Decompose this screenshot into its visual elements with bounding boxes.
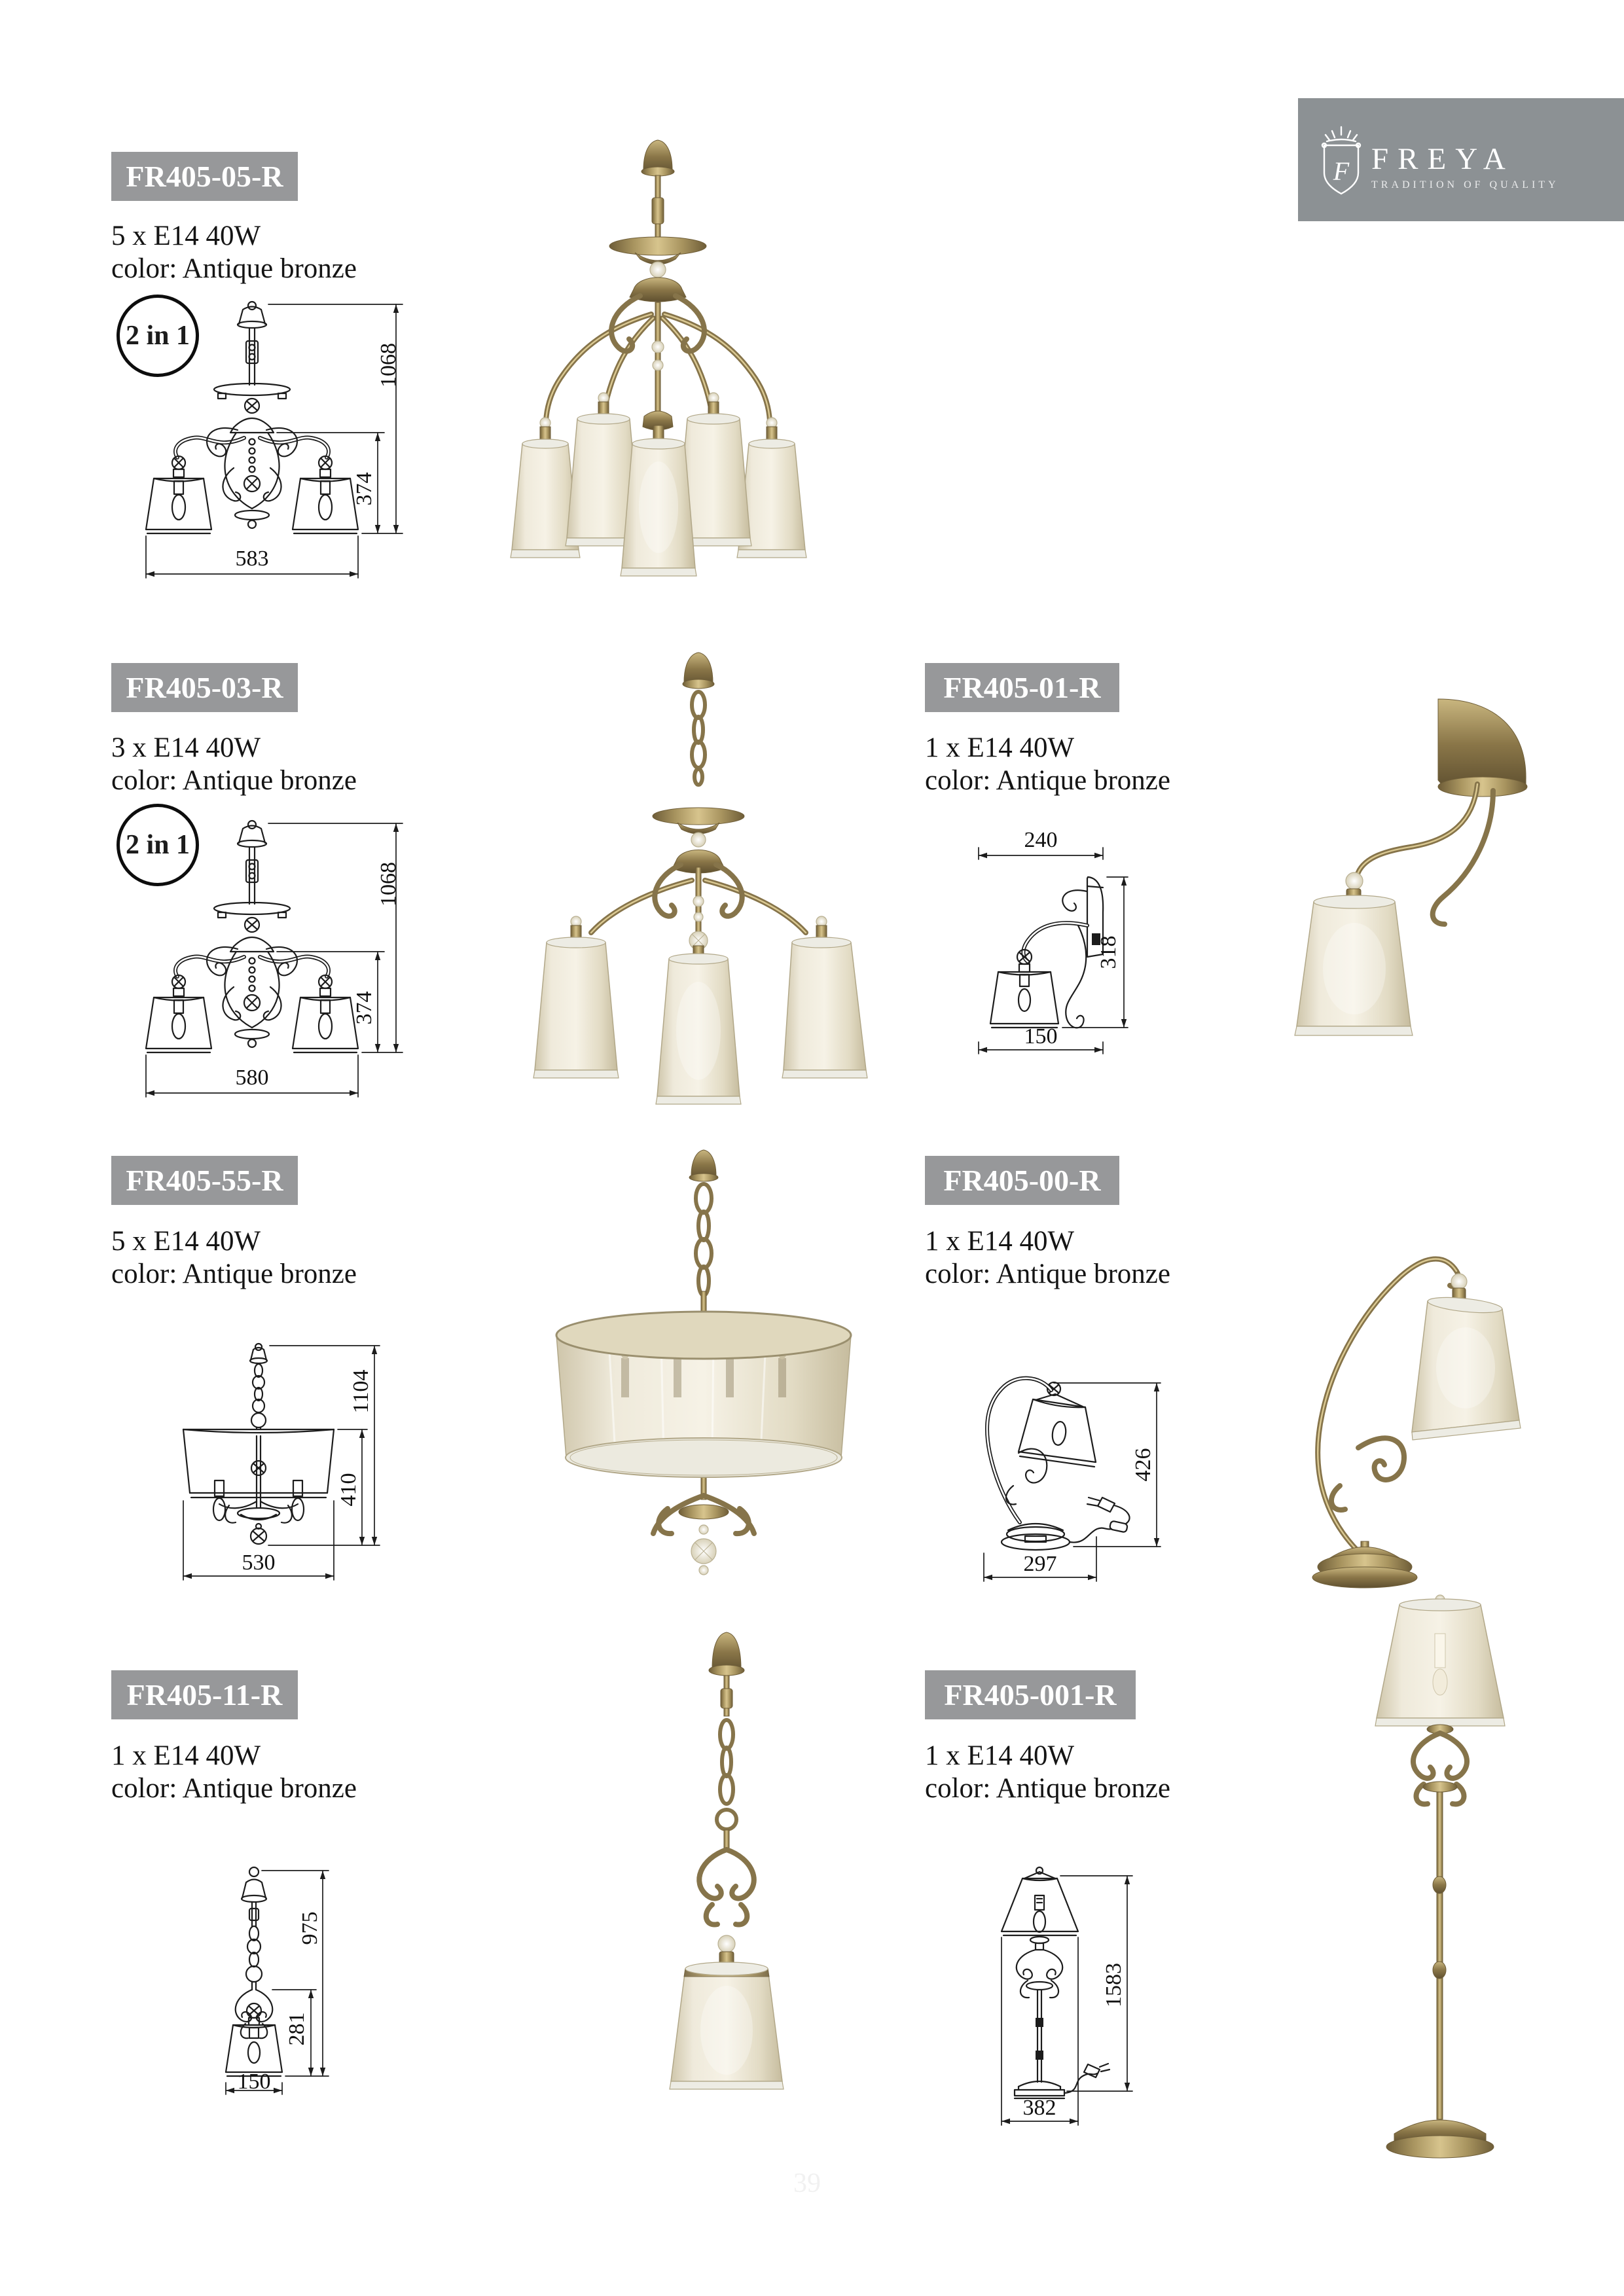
product-code-badge: FR405-03-R <box>111 663 298 712</box>
product-code-badge: FR405-11-R <box>111 1670 298 1719</box>
freya-monogram: F <box>1333 156 1350 186</box>
lamp-spec: 1 x E14 40W <box>925 1740 1075 1771</box>
color-spec: color: Antique bronze <box>111 253 357 284</box>
dimension-label: 374 <box>352 991 376 1025</box>
product-specs <box>925 732 1170 797</box>
dimension-label: 318 <box>1096 935 1121 969</box>
product-specs <box>925 1225 1170 1291</box>
product-specs <box>111 1225 357 1291</box>
dimension-label: 1583 <box>1102 1963 1126 2007</box>
product-specs <box>925 1740 1170 1805</box>
dimension-label: 426 <box>1131 1448 1155 1482</box>
lamp-spec: 1 x E14 40W <box>925 732 1075 763</box>
color-spec: color: Antique bronze <box>925 1773 1170 1804</box>
technical-drawing-fr405-001-r <box>975 1864 1159 2139</box>
color-spec: color: Antique bronze <box>925 765 1170 796</box>
color-spec: color: Antique bronze <box>111 1773 357 1804</box>
dimension-label: 410 <box>336 1473 361 1507</box>
product-specs <box>111 220 357 285</box>
color-spec: color: Antique bronze <box>111 1259 357 1289</box>
brand-name: FREYA <box>1371 142 1515 176</box>
page-number: 39 <box>793 2168 821 2198</box>
dimension-label: 1104 <box>349 1369 373 1414</box>
two-in-one-label: 2 in 1 <box>125 830 190 860</box>
technical-drawing-fr405-00-r <box>956 1334 1178 1589</box>
technical-drawing-fr405-11-r <box>190 1864 353 2106</box>
product-photo-fr405-03-r <box>520 645 880 1113</box>
product-code-badge: FR405-001-R <box>925 1670 1136 1719</box>
product-code-badge: FR405-55-R <box>111 1156 298 1205</box>
product-photo-fr405-00-r <box>1260 1165 1558 1610</box>
product-photo-fr405-001-r <box>1332 1590 1548 2179</box>
dimension-label: 382 <box>1022 2096 1056 2120</box>
color-spec: color: Antique bronze <box>111 765 357 796</box>
dimension-label: 150 <box>237 2070 271 2094</box>
dimension-label: 297 <box>1023 1552 1057 1576</box>
technical-drawing-fr405-55-r <box>164 1340 439 1589</box>
dimension-label: 975 <box>298 1911 322 1945</box>
product-specs <box>111 1740 357 1805</box>
technical-drawing-fr405-01-r <box>959 826 1149 1068</box>
product-code-badge: FR405-05-R <box>111 152 298 201</box>
dimension-label: 374 <box>352 472 376 506</box>
dimension-label: 240 <box>1024 828 1058 852</box>
lamp-spec: 1 x E14 40W <box>111 1740 261 1771</box>
dimension-label: 530 <box>242 1551 276 1575</box>
color-spec: color: Antique bronze <box>925 1259 1170 1289</box>
dimension-label: 281 <box>285 2012 309 2046</box>
lamp-spec: 1 x E14 40W <box>925 1226 1075 1257</box>
product-code-badge: FR405-00-R <box>925 1156 1119 1205</box>
brand-tagline: TRADITION OF QUALITY <box>1371 179 1559 190</box>
product-photo-fr405-01-r <box>1273 681 1545 1086</box>
dimension-label: 1068 <box>376 343 401 387</box>
product-photo-fr405-11-r <box>622 1623 831 2101</box>
dimension-label: 583 <box>235 547 269 571</box>
technical-drawing-fr405-05-r <box>134 298 416 592</box>
product-photo-fr405-05-r <box>504 131 831 592</box>
dimension-label: 1068 <box>376 862 401 906</box>
lamp-spec: 3 x E14 40W <box>111 732 261 763</box>
dimension-label: 150 <box>1024 1024 1058 1049</box>
lamp-spec: 5 x E14 40W <box>111 221 261 251</box>
two-in-one-label: 2 in 1 <box>125 321 190 351</box>
product-photo-fr405-55-r <box>517 1142 890 1607</box>
dimension-label: 580 <box>235 1066 269 1090</box>
product-code-badge: FR405-01-R <box>925 663 1119 712</box>
product-specs <box>111 732 357 797</box>
technical-drawing-fr405-03-r <box>134 817 416 1111</box>
lamp-spec: 5 x E14 40W <box>111 1226 261 1257</box>
freya-logo <box>1298 98 1624 221</box>
